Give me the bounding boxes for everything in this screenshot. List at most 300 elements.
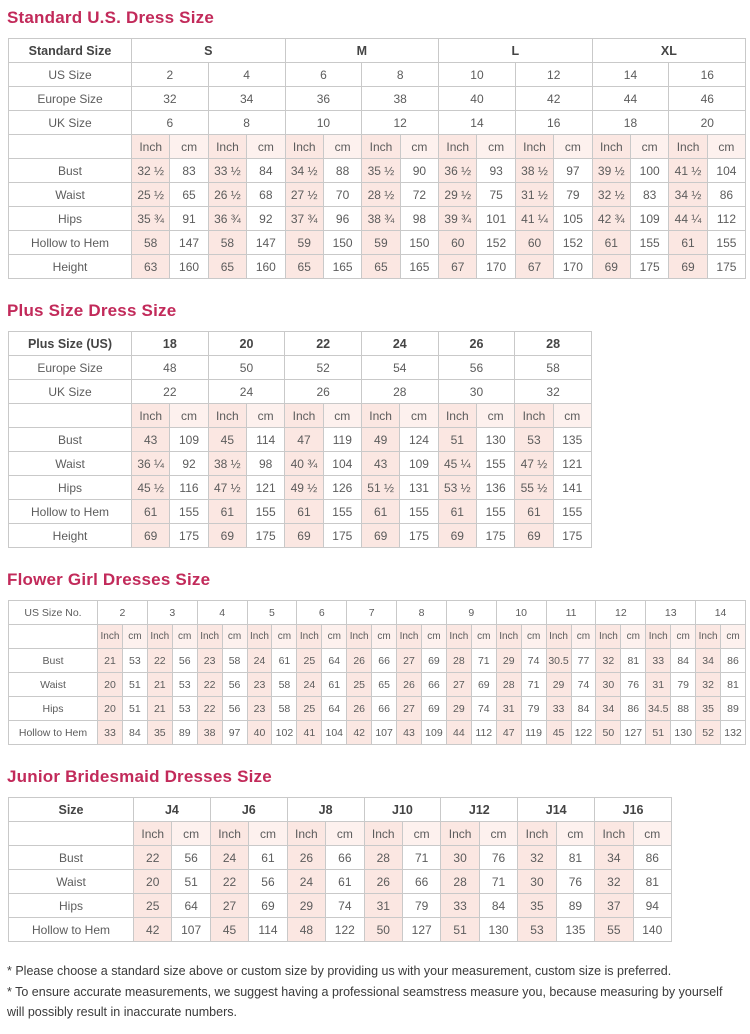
unit-label-inch: Inch: [364, 822, 402, 846]
inch-value: 24: [247, 649, 272, 673]
inch-value: 24: [287, 870, 325, 894]
cm-value: 152: [554, 231, 592, 255]
cm-value: 107: [372, 721, 397, 745]
cm-value: 53: [122, 649, 147, 673]
cm-value: 53: [172, 697, 197, 721]
cm-value: 86: [621, 697, 646, 721]
row-label: Europe Size: [9, 356, 132, 380]
inch-value: 22: [147, 649, 172, 673]
size-group-label: J12: [441, 798, 518, 822]
size-value: 44: [592, 87, 669, 111]
unit-label-inch: Inch: [592, 135, 630, 159]
unit-label-cm: cm: [633, 822, 671, 846]
inch-value: 34: [595, 846, 633, 870]
inch-value: 61: [132, 500, 170, 524]
unit-label-inch: Inch: [439, 135, 477, 159]
size-value: 24: [208, 380, 285, 404]
inch-value: 38 ½: [515, 159, 553, 183]
inch-value: 65: [285, 255, 323, 279]
cm-value: 71: [521, 673, 546, 697]
size-value: 6: [132, 111, 209, 135]
cm-value: 155: [246, 500, 284, 524]
inch-value: 25 ½: [132, 183, 170, 207]
size-value: 46: [669, 87, 746, 111]
inch-value: 36 ½: [439, 159, 477, 183]
cm-value: 155: [476, 452, 514, 476]
unit-label-inch: Inch: [132, 135, 170, 159]
measurement-row: [9, 255, 746, 279]
cm-value: 135: [556, 918, 594, 942]
cm-value: 91: [170, 207, 208, 231]
inch-value: 49: [361, 428, 399, 452]
size-group-label: 14: [696, 601, 746, 625]
inch-value: 69: [515, 524, 553, 548]
cm-value: 74: [326, 894, 364, 918]
size-value: 22: [132, 380, 209, 404]
unit-label-cm: cm: [571, 625, 596, 649]
inch-value: 23: [197, 649, 222, 673]
size-value: 12: [515, 63, 592, 87]
section-flower-girl: [7, 570, 743, 745]
measurement-row: [9, 673, 746, 697]
cm-value: 69: [421, 649, 446, 673]
row-label: Hollow to Hem: [9, 918, 134, 942]
cm-value: 114: [249, 918, 287, 942]
size-value: 2: [132, 63, 209, 87]
inch-value: 43: [132, 428, 170, 452]
inch-value: 20: [134, 870, 172, 894]
cm-value: 56: [249, 870, 287, 894]
inch-value: 25: [347, 673, 372, 697]
inch-value: 32 ½: [132, 159, 170, 183]
unit-label-cm: cm: [476, 404, 514, 428]
cm-value: 56: [222, 697, 247, 721]
inch-value: 34.5: [646, 697, 671, 721]
unit-label-inch: Inch: [362, 135, 400, 159]
unit-label-inch: Inch: [361, 404, 399, 428]
inch-value: 31: [364, 894, 402, 918]
size-group-label: 5: [247, 601, 297, 625]
inch-value: 33: [546, 697, 571, 721]
cm-value: 160: [247, 255, 285, 279]
size-info-row: [9, 111, 746, 135]
inch-value: 22: [197, 697, 222, 721]
cm-value: 175: [246, 524, 284, 548]
unit-label-inch: Inch: [147, 625, 172, 649]
inch-value: 30.5: [546, 649, 571, 673]
unit-label-inch: Inch: [646, 625, 671, 649]
row-label: Europe Size: [9, 87, 132, 111]
inch-value: 28: [496, 673, 521, 697]
unit-header-row: [9, 625, 746, 649]
size-value: 20: [669, 111, 746, 135]
cm-value: 86: [707, 183, 745, 207]
inch-value: 21: [147, 673, 172, 697]
inch-value: 26: [397, 673, 422, 697]
inch-value: 60: [439, 231, 477, 255]
cm-value: 56: [172, 846, 210, 870]
cm-value: 66: [402, 870, 440, 894]
size-value: 50: [208, 356, 285, 380]
unit-label-inch: Inch: [496, 625, 521, 649]
unit-label-cm: cm: [170, 135, 208, 159]
unit-label-inch: Inch: [247, 625, 272, 649]
measurement-row: [9, 649, 746, 673]
cm-value: 89: [721, 697, 746, 721]
cm-value: 140: [633, 918, 671, 942]
inch-value: 41 ½: [669, 159, 707, 183]
measurement-row: [9, 918, 672, 942]
unit-label-cm: cm: [400, 135, 438, 159]
cm-value: 93: [477, 159, 515, 183]
inch-value: 25: [297, 649, 322, 673]
cm-value: 175: [553, 524, 591, 548]
measurement-row: [9, 231, 746, 255]
cm-value: 104: [323, 452, 361, 476]
inch-value: 59: [285, 231, 323, 255]
inch-value: 37 ¾: [285, 207, 323, 231]
row-label: Hollow to Hem: [9, 500, 132, 524]
inch-value: 67: [439, 255, 477, 279]
inch-value: 29: [287, 894, 325, 918]
inch-value: 22: [197, 673, 222, 697]
row-label: UK Size: [9, 111, 132, 135]
section-title-junior: Junior Bridesmaid Dresses Size: [7, 767, 272, 786]
cm-value: 92: [247, 207, 285, 231]
size-group-label: 12: [596, 601, 646, 625]
size-value: 36: [285, 87, 362, 111]
inch-value: 69: [285, 524, 323, 548]
cm-value: 104: [322, 721, 347, 745]
cm-value: 131: [400, 476, 438, 500]
unit-label-inch: Inch: [518, 822, 556, 846]
size-info-row: [9, 63, 746, 87]
unit-label-cm: cm: [630, 135, 668, 159]
inch-value: 28: [364, 846, 402, 870]
size-group-label: J10: [364, 798, 441, 822]
size-value: 54: [361, 356, 438, 380]
cm-value: 71: [479, 870, 517, 894]
row-label: Bust: [9, 428, 132, 452]
cm-value: 88: [671, 697, 696, 721]
inch-value: 59: [362, 231, 400, 255]
cm-value: 136: [476, 476, 514, 500]
inch-value: 33: [441, 894, 479, 918]
size-group-label: 18: [132, 332, 209, 356]
inch-value: 61: [285, 500, 323, 524]
cm-value: 130: [476, 428, 514, 452]
row-label: Bust: [9, 846, 134, 870]
cm-value: 76: [621, 673, 646, 697]
cm-value: 135: [553, 428, 591, 452]
inch-value: 63: [132, 255, 170, 279]
cm-value: 61: [249, 846, 287, 870]
cm-value: 70: [323, 183, 361, 207]
cm-value: 175: [170, 524, 208, 548]
cm-value: 102: [272, 721, 297, 745]
inch-value: 61: [438, 500, 476, 524]
inch-value: 41: [297, 721, 322, 745]
measurement-row: [9, 721, 746, 745]
inch-value: 35: [147, 721, 172, 745]
inch-value: 69: [438, 524, 476, 548]
cm-value: 165: [323, 255, 361, 279]
cm-value: 165: [400, 255, 438, 279]
inch-value: 20: [98, 673, 123, 697]
inch-value: 27: [397, 649, 422, 673]
inch-value: 40 ¾: [285, 452, 323, 476]
cm-value: 74: [571, 673, 596, 697]
cm-value: 147: [170, 231, 208, 255]
unit-label-cm: cm: [272, 625, 297, 649]
inch-value: 69: [132, 524, 170, 548]
inch-value: 24: [297, 673, 322, 697]
cm-value: 112: [707, 207, 745, 231]
cm-value: 155: [323, 500, 361, 524]
inch-value: 61: [208, 500, 246, 524]
size-value: 30: [438, 380, 515, 404]
cm-value: 127: [621, 721, 646, 745]
cm-value: 97: [554, 159, 592, 183]
size-value: 34: [208, 87, 285, 111]
unit-label-cm: cm: [246, 404, 284, 428]
unit-label-inch: Inch: [285, 135, 323, 159]
unit-label-cm: cm: [400, 404, 438, 428]
cm-value: 88: [323, 159, 361, 183]
cm-value: 56: [222, 673, 247, 697]
cm-value: 65: [170, 183, 208, 207]
empty-cell: [9, 135, 132, 159]
size-group-label: 20: [208, 332, 285, 356]
unit-label-inch: Inch: [347, 625, 372, 649]
footnote-custom-size: * Please choose a standard size above or custom size by providing us with your measurement, custom size is preferred.: [7, 964, 672, 978]
unit-label-inch: Inch: [438, 404, 476, 428]
cm-value: 107: [172, 918, 210, 942]
inch-value: 30: [596, 673, 621, 697]
size-info-row: [9, 87, 746, 111]
inch-value: 29: [546, 673, 571, 697]
cm-value: 84: [571, 697, 596, 721]
cm-value: 101: [477, 207, 515, 231]
unit-label-inch: Inch: [210, 822, 248, 846]
unit-label-inch: Inch: [696, 625, 721, 649]
inch-value: 38 ¾: [362, 207, 400, 231]
size-group-label: 6: [297, 601, 347, 625]
inch-value: 36 ¼: [132, 452, 170, 476]
size-group-label: 28: [515, 332, 592, 356]
inch-value: 36 ¾: [208, 207, 246, 231]
size-value: 16: [669, 63, 746, 87]
cm-value: 98: [400, 207, 438, 231]
inch-value: 45 ½: [132, 476, 170, 500]
cm-value: 58: [222, 649, 247, 673]
measurement-row: [9, 159, 746, 183]
inch-value: 29: [496, 649, 521, 673]
cm-value: 64: [172, 894, 210, 918]
size-value: 52: [285, 356, 362, 380]
section-plus-size: [7, 301, 743, 548]
size-value: 42: [515, 87, 592, 111]
cm-value: 122: [326, 918, 364, 942]
inch-value: 42: [134, 918, 172, 942]
unit-label-cm: cm: [471, 625, 496, 649]
cm-value: 155: [707, 231, 745, 255]
inch-value: 27: [446, 673, 471, 697]
inch-value: 32: [595, 870, 633, 894]
measurement-row: [9, 870, 672, 894]
row-label: Hips: [9, 207, 132, 231]
cm-value: 81: [633, 870, 671, 894]
cm-value: 109: [421, 721, 446, 745]
inch-value: 41 ¼: [515, 207, 553, 231]
size-group-label: J16: [595, 798, 672, 822]
unit-label-inch: Inch: [197, 625, 222, 649]
inch-value: 44 ¼: [669, 207, 707, 231]
size-group-label: 26: [438, 332, 515, 356]
inch-value: 47: [285, 428, 323, 452]
row-label: Height: [9, 524, 132, 548]
cm-value: 61: [322, 673, 347, 697]
inch-value: 29: [446, 697, 471, 721]
measurement-row: [9, 183, 746, 207]
inch-value: 47 ½: [515, 452, 553, 476]
cm-value: 84: [247, 159, 285, 183]
footnotes: [7, 962, 743, 1022]
cm-value: 122: [571, 721, 596, 745]
inch-value: 30: [441, 846, 479, 870]
size-group-header-row: [9, 332, 592, 356]
cm-value: 71: [471, 649, 496, 673]
size-value: 28: [361, 380, 438, 404]
cm-value: 130: [479, 918, 517, 942]
size-group-label: 10: [496, 601, 546, 625]
inch-value: 42: [347, 721, 372, 745]
inch-value: 38: [197, 721, 222, 745]
cm-value: 77: [571, 649, 596, 673]
unit-label-inch: Inch: [134, 822, 172, 846]
corner-label: Standard Size: [9, 39, 132, 63]
row-label: Hips: [9, 894, 134, 918]
cm-value: 69: [249, 894, 287, 918]
inch-value: 45: [210, 918, 248, 942]
cm-value: 127: [402, 918, 440, 942]
inch-value: 45: [208, 428, 246, 452]
cm-value: 175: [707, 255, 745, 279]
row-label: Bust: [9, 159, 132, 183]
cm-value: 83: [630, 183, 668, 207]
row-label: Waist: [9, 183, 132, 207]
unit-label-cm: cm: [553, 404, 591, 428]
measurement-row: [9, 894, 672, 918]
unit-header-row: [9, 404, 592, 428]
inch-value: 61: [592, 231, 630, 255]
cm-value: 89: [556, 894, 594, 918]
cm-value: 160: [170, 255, 208, 279]
cm-value: 66: [421, 673, 446, 697]
inch-value: 55 ½: [515, 476, 553, 500]
cm-value: 51: [172, 870, 210, 894]
measurement-row: [9, 524, 592, 548]
unit-label-cm: cm: [247, 135, 285, 159]
cm-value: 155: [170, 500, 208, 524]
cm-value: 76: [556, 870, 594, 894]
inch-value: 24: [210, 846, 248, 870]
cm-value: 147: [247, 231, 285, 255]
inch-value: 50: [364, 918, 402, 942]
inch-value: 21: [98, 649, 123, 673]
inch-value: 33: [646, 649, 671, 673]
cm-value: 150: [323, 231, 361, 255]
cm-value: 51: [122, 673, 147, 697]
unit-label-cm: cm: [323, 135, 361, 159]
inch-value: 40: [247, 721, 272, 745]
inch-value: 42 ¾: [592, 207, 630, 231]
unit-label-cm: cm: [477, 135, 515, 159]
cm-value: 97: [222, 721, 247, 745]
inch-value: 48: [287, 918, 325, 942]
cm-value: 81: [621, 649, 646, 673]
inch-value: 27: [397, 697, 422, 721]
inch-value: 32: [596, 649, 621, 673]
cm-value: 112: [471, 721, 496, 745]
inch-value: 32: [518, 846, 556, 870]
cm-value: 84: [122, 721, 147, 745]
unit-label-inch: Inch: [595, 822, 633, 846]
inch-value: 58: [132, 231, 170, 255]
size-info-row: [9, 380, 592, 404]
cm-value: 84: [479, 894, 517, 918]
inch-value: 33 ½: [208, 159, 246, 183]
cm-value: 86: [721, 649, 746, 673]
cm-value: 104: [707, 159, 745, 183]
inch-value: 49 ½: [285, 476, 323, 500]
inch-value: 39 ¾: [439, 207, 477, 231]
inch-value: 34 ½: [285, 159, 323, 183]
unit-label-cm: cm: [421, 625, 446, 649]
inch-value: 26: [287, 846, 325, 870]
inch-value: 26: [347, 649, 372, 673]
cm-value: 79: [521, 697, 546, 721]
cm-value: 155: [630, 231, 668, 255]
inch-value: 31: [496, 697, 521, 721]
inch-value: 25: [297, 697, 322, 721]
unit-label-cm: cm: [521, 625, 546, 649]
section-title-plus: Plus Size Dress Size: [7, 301, 177, 320]
cm-value: 69: [471, 673, 496, 697]
inch-value: 69: [669, 255, 707, 279]
inch-value: 69: [592, 255, 630, 279]
size-group-label: J4: [134, 798, 211, 822]
cm-value: 74: [471, 697, 496, 721]
unit-label-cm: cm: [554, 135, 592, 159]
size-group-header-row: [9, 39, 746, 63]
cm-value: 53: [172, 673, 197, 697]
inch-value: 38 ½: [208, 452, 246, 476]
inch-value: 30: [518, 870, 556, 894]
inch-value: 20: [98, 697, 123, 721]
section-title-flower-girl: Flower Girl Dresses Size: [7, 570, 211, 589]
cm-value: 51: [122, 697, 147, 721]
cm-value: 119: [521, 721, 546, 745]
inch-value: 34: [596, 697, 621, 721]
inch-value: 22: [210, 870, 248, 894]
unit-label-inch: Inch: [208, 135, 246, 159]
inch-value: 35: [696, 697, 721, 721]
cm-value: 81: [556, 846, 594, 870]
cm-value: 175: [400, 524, 438, 548]
empty-cell: [9, 404, 132, 428]
inch-value: 67: [515, 255, 553, 279]
